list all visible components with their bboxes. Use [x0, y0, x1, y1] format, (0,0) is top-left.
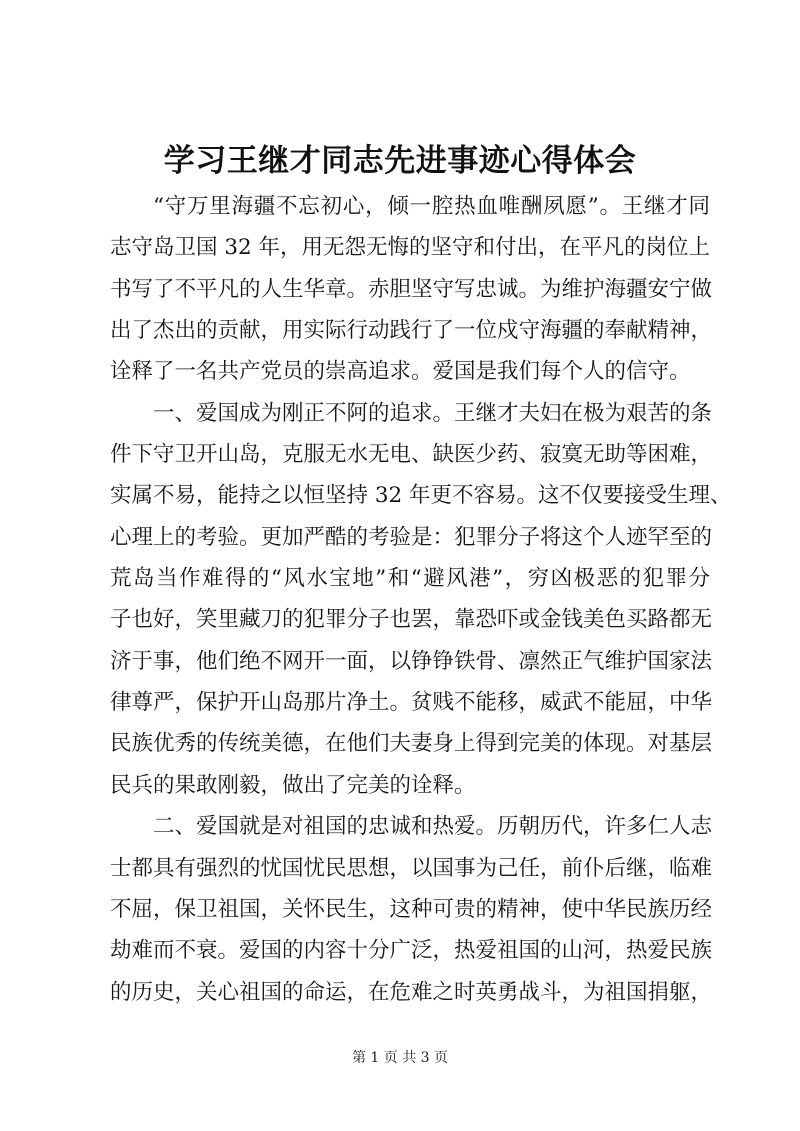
paragraph-line: 济于事，他们绝不网开一面，以铮铮铁骨、凛然正气维护国家法 — [110, 648, 713, 674]
paragraph-line: 民兵的果敢刚毅，做出了完美的诠释。 — [110, 772, 476, 798]
paragraph-line: 的历史，关心祖国的命运，在危难之时英勇战斗，为祖国捐躯， — [110, 979, 713, 1005]
paragraph-line: 律尊严，保护开山岛那片净土。贫贱不能移，威武不能屈，中华 — [110, 690, 713, 716]
page-footer: 第 1 页 共 3 页 — [351, 1050, 449, 1066]
paragraph-line: 一、爱国成为刚正不阿的追求。王继才夫妇在极为艰苦的条 — [153, 400, 713, 426]
paragraph-line: 劫难而不衰。爱国的内容十分广泛，热爱祖国的山河，热爱民族 — [110, 938, 713, 964]
paragraph-line: 书写了不平凡的人生华章。赤胆坚守写忠诚。为维护海疆安宁做 — [110, 276, 713, 302]
paragraph-line: 心理上的考验。更加严酷的考验是：犯罪分子将这个人迹罕至的 — [110, 524, 713, 550]
paragraph-line: 实属不易，能持之以恒坚持 32 年更不容易。这不仅要接受生理、 — [110, 483, 732, 509]
paragraph-line: 民族优秀的传统美德，在他们夫妻身上得到完美的体现。对基层 — [110, 731, 713, 757]
paragraph-line: 出了杰出的贡献，用实际行动践行了一位戍守海疆的奉献精神， — [110, 318, 713, 344]
paragraph-line: 子也好，笑里藏刀的犯罪分子也罢，靠恐吓或金钱美色买路都无 — [110, 607, 713, 633]
document-title: 学习王继才同志先进事迹心得体会 — [163, 143, 637, 179]
paragraph-line: 件下守卫开山岛，克服无水无电、缺医少药、寂寞无助等困难， — [110, 442, 713, 468]
paragraph-line: 不屈，保卫祖国，关怀民生，这种可贵的精神，使中华民族历经 — [110, 896, 713, 922]
document-body — [110, 186, 732, 1013]
paragraph-line: 诠释了一名共产党员的崇高追求。爱国是我们每个人的信守。 — [110, 359, 691, 385]
paragraph-line: 士都具有强烈的忧国忧民思想，以国事为己任，前仆后继，临难 — [110, 855, 713, 881]
paragraph-line: 荒岛当作难得的“风水宝地”和“避风港”，穷凶极恶的犯罪分 — [110, 566, 710, 592]
paragraph-line: 志守岛卫国 32 年，用无怨无悔的坚守和付出，在平凡的岗位上 — [110, 235, 711, 261]
paragraph-line: 二、爱国就是对祖国的忠诚和热爱。历朝历代，许多仁人志 — [153, 814, 713, 840]
paragraph-line: “守万里海疆不忘初心，倾一腔热血唯酬夙愿”。王继才同 — [153, 194, 710, 219]
